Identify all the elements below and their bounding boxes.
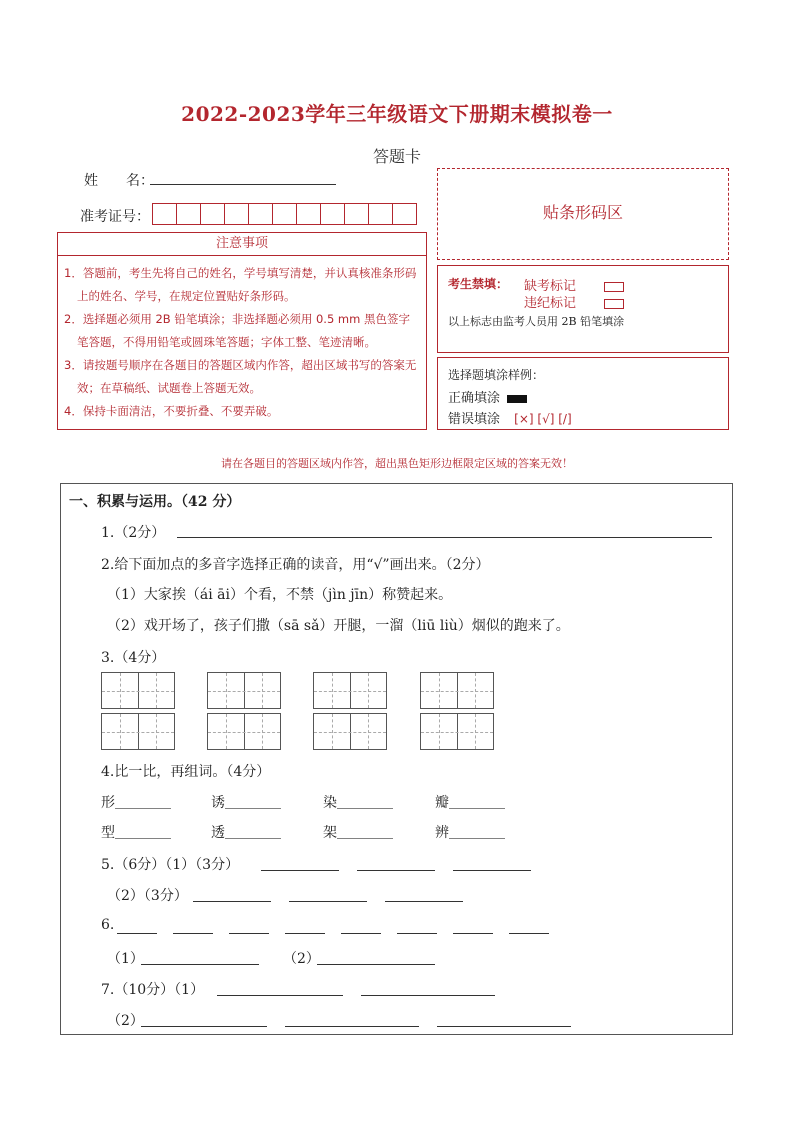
fill-sample-box: [437, 357, 729, 430]
answer-line[interactable]: [261, 870, 339, 871]
name-field[interactable]: [150, 168, 336, 185]
question-4: 4.比一比，再组词。（4分）: [101, 764, 271, 780]
writing-grid[interactable]: [420, 713, 494, 750]
question-7-2: （2）: [107, 1013, 144, 1029]
word-item[interactable]: 架＿＿＿＿: [323, 825, 393, 841]
question-5-1: 5.（6分）（1）（3分）: [101, 857, 240, 873]
question-2: 2.给下面加点的多音字选择正确的读音，用“√”画出来。（2分）: [101, 557, 490, 573]
word-item[interactable]: 诱＿＿＿＿: [211, 795, 281, 811]
question-2-2: （2）戏开场了，孩子们撒（sā sǎ）开腿，一溜（liū liù）烟似的跑来了。: [107, 618, 570, 634]
word-item[interactable]: 瓣＿＿＿＿: [435, 795, 505, 811]
writing-grid[interactable]: [207, 713, 281, 750]
correct-fill-label: 正确填涂: [448, 391, 501, 406]
question-1: 1.（2分）: [101, 525, 166, 541]
answer-line[interactable]: [361, 995, 495, 996]
answer-line[interactable]: [357, 870, 435, 871]
notice-item: 1．答题前，考生先将自己的姓名，学号填写清楚，并认真核准条形码上的姓名、学号，在规定位置贴好条形码。: [64, 266, 417, 303]
examiner-note: 以上标志由监考人员用 2B 铅笔填涂: [448, 315, 625, 328]
exam-number-boxes[interactable]: [152, 203, 416, 225]
answer-line[interactable]: [341, 933, 381, 934]
word-item[interactable]: 染＿＿＿＿: [323, 795, 393, 811]
answer-line[interactable]: [453, 870, 531, 871]
writing-grid[interactable]: [313, 672, 387, 709]
question-6-2: （2）: [283, 951, 320, 967]
notice-item: 4．保持卡面清洁，不要折叠、不要弄破。: [64, 404, 279, 418]
word-item[interactable]: 形＿＿＿＿: [101, 795, 171, 811]
question-6: 6.: [101, 917, 115, 933]
notice-item: 3．请按题号顺序在各题目的答题区域内作答，超出区域书写的答案无效；在草稿纸、试题卷上答题无效。: [64, 358, 417, 395]
word-item[interactable]: 透＿＿＿＿: [211, 825, 281, 841]
notice-box: [57, 232, 427, 430]
answer-area-warning: 请在各题目的答题区域内作答，超出黑色矩形边框限定区域的答案无效！: [221, 457, 573, 470]
question-5-2: （2）（3分）: [107, 888, 188, 904]
notice-item: 2．选择题必须用 2B 铅笔填涂；非选择题必须用 0.5 mm 黑色签字笔答题，不得用铅笔或圆珠笔答题；字体工整、笔迹清晰。: [64, 312, 410, 349]
question-3: 3.（4分）: [101, 650, 166, 666]
answer-line[interactable]: [453, 933, 493, 934]
question-7-1: 7.（10分）（1）: [101, 982, 205, 998]
wrong-fill-label: 错误填涂: [448, 412, 501, 427]
answer-line[interactable]: [397, 933, 437, 934]
examiner-only-box: [437, 265, 729, 353]
answer-line[interactable]: [193, 901, 271, 902]
answer-line[interactable]: [437, 1026, 571, 1027]
answer-card-subtitle: 答题卡: [372, 147, 421, 166]
section-heading: 一、积累与运用。（42 分）: [69, 494, 241, 510]
exam-number-label: 准考证号：: [80, 209, 150, 225]
fill-sample-title: 选择题填涂样例：: [448, 368, 545, 382]
violation-mark-label: 违纪标记: [524, 296, 577, 311]
examiner-only-label: 考生禁填：: [448, 277, 509, 291]
writing-grid[interactable]: [207, 672, 281, 709]
answer-line[interactable]: [289, 901, 367, 902]
absent-mark-label: 缺考标记: [524, 279, 577, 294]
writing-grid[interactable]: [101, 672, 175, 709]
word-item[interactable]: 辨＿＿＿＿: [435, 825, 505, 841]
question-2-1: （1）大家挨（ái āi）个看，不禁（jìn jīn）称赞起来。: [107, 587, 453, 603]
absent-mark-box[interactable]: [604, 282, 624, 292]
answer-line[interactable]: [177, 537, 712, 538]
answer-line[interactable]: [141, 964, 259, 965]
writing-grid[interactable]: [101, 713, 175, 750]
writing-grid[interactable]: [420, 672, 494, 709]
answer-line[interactable]: [385, 901, 463, 902]
word-item[interactable]: 型＿＿＿＿: [101, 825, 171, 841]
answer-line[interactable]: [141, 1026, 267, 1027]
wrong-fill-marks: [×] [√] [/]: [514, 412, 572, 426]
question-6-1: （1）: [107, 951, 144, 967]
answer-line[interactable]: [217, 995, 343, 996]
answer-line[interactable]: [173, 933, 213, 934]
notice-heading: 注意事项: [58, 233, 426, 256]
answer-line[interactable]: [229, 933, 269, 934]
answer-line[interactable]: [285, 1026, 419, 1027]
answer-line[interactable]: [117, 933, 157, 934]
name-label: 姓 名：: [84, 173, 154, 189]
answer-line[interactable]: [285, 933, 325, 934]
page-title: 2022-2023学年三年级语文下册期末模拟卷一: [181, 102, 613, 126]
answer-area: [60, 483, 733, 1035]
violation-mark-box[interactable]: [604, 299, 624, 309]
answer-line[interactable]: [509, 933, 549, 934]
writing-grid[interactable]: [313, 713, 387, 750]
filled-mark-icon: [507, 395, 527, 403]
answer-line[interactable]: [317, 964, 435, 965]
barcode-area: 贴条形码区: [437, 168, 729, 260]
